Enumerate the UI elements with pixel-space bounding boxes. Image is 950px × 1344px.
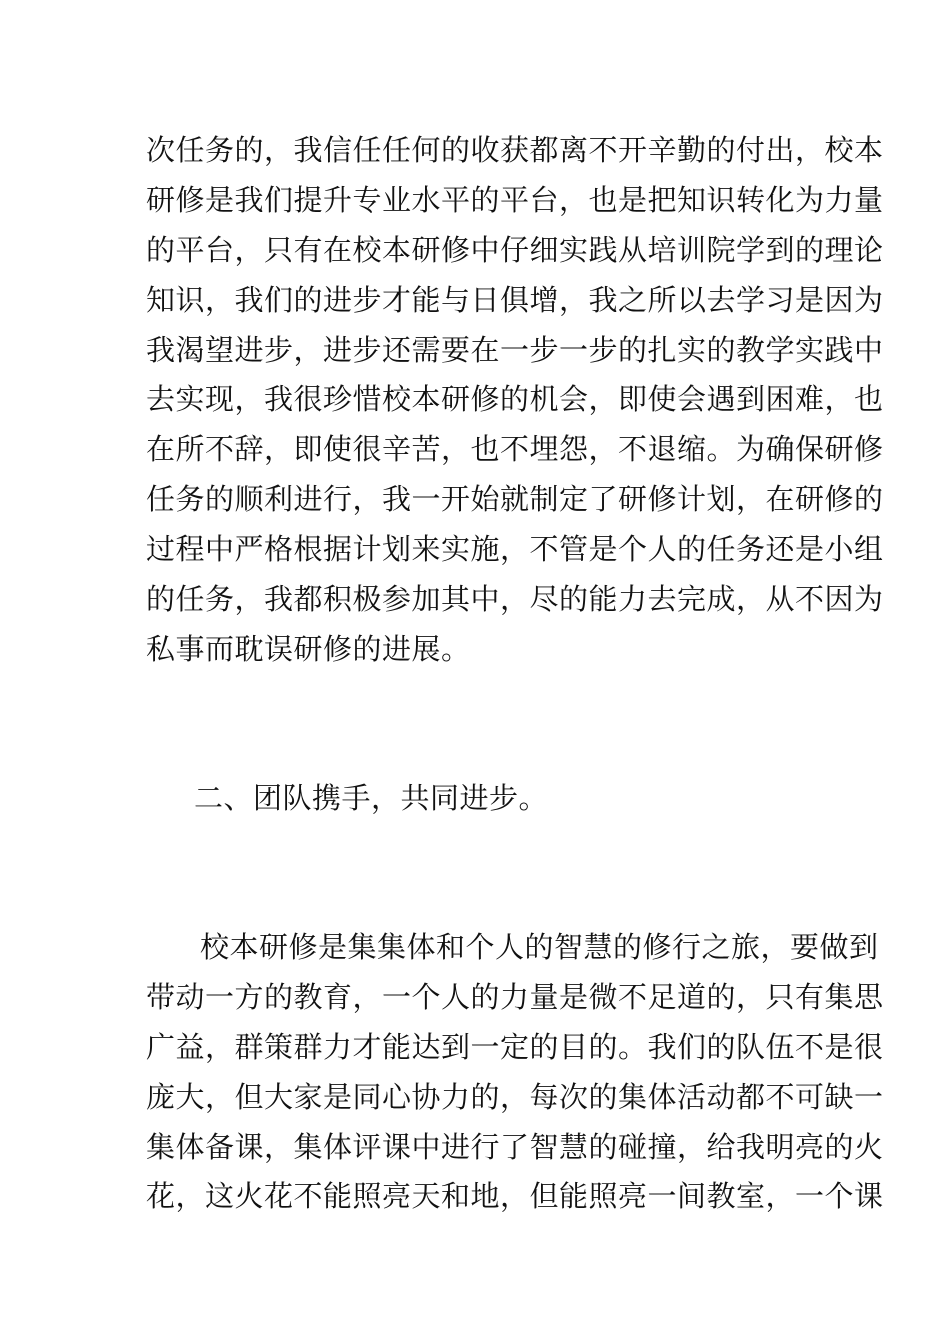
text-line: 次任务的，我信任任何的收获都离不开辛勤的付出，校本 — [146, 133, 884, 167]
text-line: 在所不辞，即使很辛苦，也不埋怨，不退缩。为确保研修 — [146, 432, 884, 466]
text-line: 广益，群策群力才能达到一定的目的。我们的队伍不是很 — [146, 1030, 884, 1064]
text-line: 集体备课，集体评课中进行了智慧的碰撞，给我明亮的火 — [146, 1130, 884, 1164]
text-line: 私事而耽误研修的进展。 — [146, 632, 471, 666]
text-line: 研修是我们提升专业水平的平台，也是把知识转化为力量 — [146, 183, 884, 217]
text-line: 庞大，但大家是同心协力的，每次的集体活动都不可缺一 — [146, 1080, 884, 1114]
text-line: 带动一方的教育，一个人的力量是微不足道的，只有集思 — [146, 980, 884, 1014]
text-line: 的任务，我都积极参加其中，尽的能力去完成，从不因为 — [146, 582, 884, 616]
section-heading: 二、团队携手，共同进步。 — [194, 781, 549, 815]
text-line: 知识，我们的进步才能与日俱增，我之所以去学习是因为 — [146, 283, 884, 317]
text-line: 校本研修是集集体和个人的智慧的修行之旅，要做到 — [200, 930, 879, 964]
text-line: 我渴望进步，进步还需要在一步一步的扎实的教学实践中 — [146, 333, 884, 367]
text-line: 的平台，只有在校本研修中仔细实践从培训院学到的理论 — [146, 233, 884, 267]
text-line: 去实现，我很珍惜校本研修的机会，即使会遇到困难，也 — [146, 382, 884, 416]
text-line: 任务的顺利进行，我一开始就制定了研修计划，在研修的 — [146, 482, 884, 516]
text-line: 花，这火花不能照亮天和地，但能照亮一间教室，一个课 — [146, 1179, 884, 1213]
text-line: 过程中严格根据计划来实施，不管是个人的任务还是小组 — [146, 532, 884, 566]
